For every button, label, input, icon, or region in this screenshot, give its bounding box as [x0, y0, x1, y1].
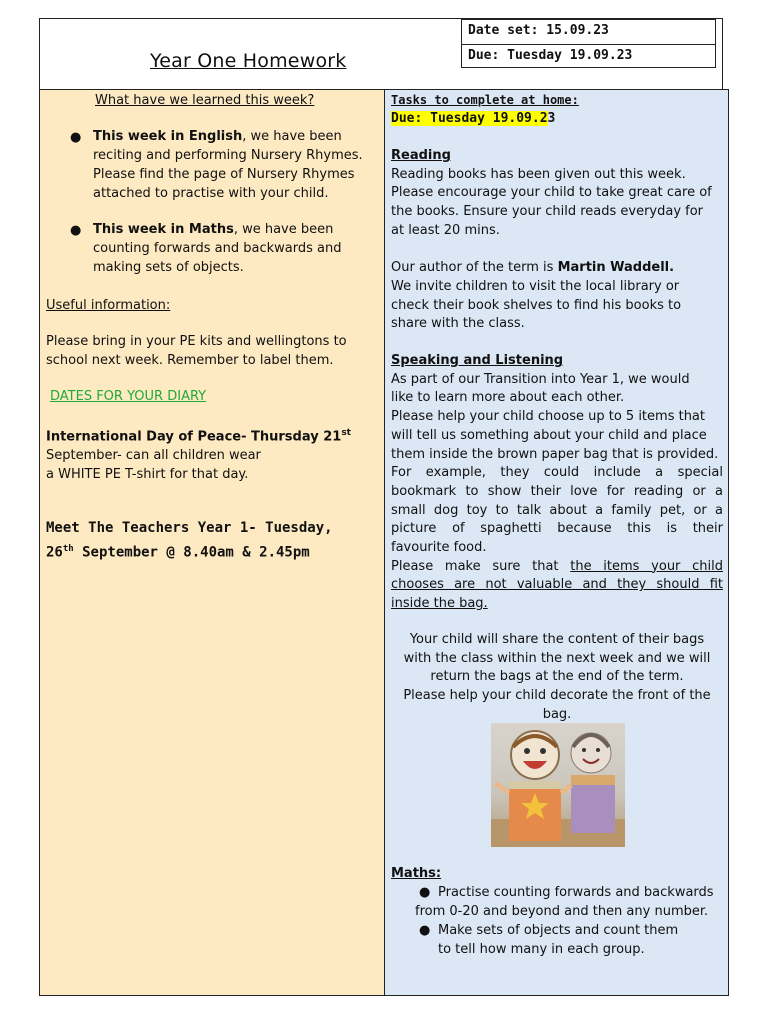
speaking-line: small dog toy to talk about a family pet, or a — [391, 502, 723, 518]
author-text: Our author of the term is — [391, 260, 558, 276]
maths-task-2 — [415, 922, 678, 959]
share-line: return the bags at the end of the term. — [430, 669, 684, 685]
maths-task-line: Make sets of objects and count them — [438, 923, 679, 938]
meet-date: 26 — [46, 544, 63, 561]
speaking-section — [391, 352, 723, 614]
date-set: Date set: 15.09.23 — [468, 23, 609, 38]
author-line: share with the class. — [391, 316, 525, 332]
due-date: Due: Tuesday 19.09.23 — [462, 44, 715, 68]
bullet-dot: ● — [70, 223, 82, 238]
sure-text: Please make sure that — [391, 558, 571, 574]
meet-teachers-notice — [46, 518, 333, 564]
peace-day-notice — [46, 424, 351, 484]
reading-line: Reading books has been given out this week. — [391, 166, 686, 182]
reading-section — [391, 147, 723, 334]
meet-time: September @ 8.40am & 2.45pm — [73, 544, 310, 561]
maths-text: counting forwards and backwards and — [93, 241, 342, 256]
peace-day-title: International Day of Peace- Thursday 21 — [46, 429, 342, 445]
peace-day-sup: st — [341, 428, 351, 438]
paper-bag-puppets-image — [491, 723, 625, 847]
bullet-dot: ● — [70, 130, 82, 145]
speaking-line: like to learn more about each other. — [391, 390, 625, 406]
reading-line: Please encourage your child to take great care of — [391, 185, 712, 201]
maths-task-line: Practise counting forwards and backwards — [438, 885, 714, 900]
maths-text: , we have been — [233, 222, 334, 237]
bullet-dot: ● — [419, 885, 431, 900]
author-line: We invite children to visit the local library or — [391, 278, 680, 294]
maths-paragraph — [93, 220, 341, 277]
maths-heading: Maths: — [391, 866, 442, 881]
sure-underlined: chooses are not valuable and they should fit — [391, 577, 723, 593]
author-line: check their book shelves to find his books to — [391, 297, 682, 313]
speaking-line: As part of our Transition into Year 1, we would — [391, 371, 690, 387]
speaking-line: will tell us something about your child and place — [391, 427, 707, 443]
bullet-dot: ● — [419, 923, 431, 938]
date-box — [461, 19, 716, 68]
useful-line: Please bring in your PE kits and wellingtons to — [46, 334, 347, 349]
due-highlight: Due: Tuesday 19.09.2 — [391, 110, 548, 126]
share-line: Please help your child decorate the front of the — [403, 688, 711, 704]
speaking-line: them inside the brown paper bag that is provided. — [391, 446, 719, 462]
maths-text: making sets of objects. — [93, 260, 244, 275]
speaking-line: picture of spaghetti because this is their — [391, 521, 723, 537]
tasks-panel — [384, 89, 729, 996]
sure-underlined: inside the bag. — [391, 596, 488, 612]
tasks-text — [391, 91, 723, 128]
english-text: attached to practise with your child. — [93, 186, 329, 201]
due-tail: 3 — [547, 110, 556, 126]
useful-heading: Useful information: — [46, 298, 171, 313]
maths-task-1 — [415, 884, 714, 921]
maths-task-line: to tell how many in each group. — [438, 941, 645, 957]
speaking-line: bookmark to show their love for reading or a — [391, 483, 723, 499]
english-text: , we have been — [242, 129, 342, 144]
useful-text — [46, 332, 347, 370]
page-title: Year One Homework — [150, 50, 347, 72]
speaking-line: Please help your child choose up to 5 items that — [391, 409, 705, 425]
english-label: This week in English — [93, 129, 243, 144]
maths-task-line: from 0-20 and beyond and then any number. — [415, 903, 709, 919]
share-line: Your child will share the content of their bags — [409, 632, 705, 647]
peace-day-line: September- can all children wear — [46, 448, 261, 464]
tasks-heading: Tasks to complete at home: — [391, 93, 579, 107]
useful-line: school next week. Remember to label them. — [46, 353, 334, 368]
learned-heading: What have we learned this week? — [95, 93, 315, 108]
dates-heading: DATES FOR YOUR DIARY — [50, 389, 207, 404]
reading-heading: Reading — [391, 148, 451, 163]
paper-bag-puppets-photo — [491, 723, 625, 847]
author-name: Martin Waddell. — [557, 260, 675, 276]
speaking-heading: Speaking and Listening — [391, 353, 564, 368]
speaking-line: For example, they could include a special — [391, 465, 723, 481]
sure-underlined: the items your child — [570, 558, 723, 574]
share-line: with the class within the next week and we will — [403, 650, 711, 666]
reading-line: the books. Ensure your child reads everyday for — [391, 204, 704, 220]
english-text: reciting and performing Nursery Rhymes. — [93, 148, 363, 163]
peace-day-line: a WHITE PE T-shirt for that day. — [46, 467, 249, 483]
english-paragraph — [93, 127, 363, 203]
speaking-line: favourite food. — [391, 540, 487, 556]
learned-panel — [39, 89, 385, 996]
meet-date-sup: th — [62, 544, 74, 554]
share-line: bag. — [542, 706, 572, 722]
reading-line: at least 20 mins. — [391, 222, 500, 238]
maths-label: This week in Maths — [93, 222, 234, 237]
share-paragraph — [391, 631, 723, 725]
meet-teachers-line: Meet The Teachers Year 1- Tuesday, — [46, 520, 333, 536]
english-text: Please find the page of Nursery Rhymes — [93, 167, 355, 182]
